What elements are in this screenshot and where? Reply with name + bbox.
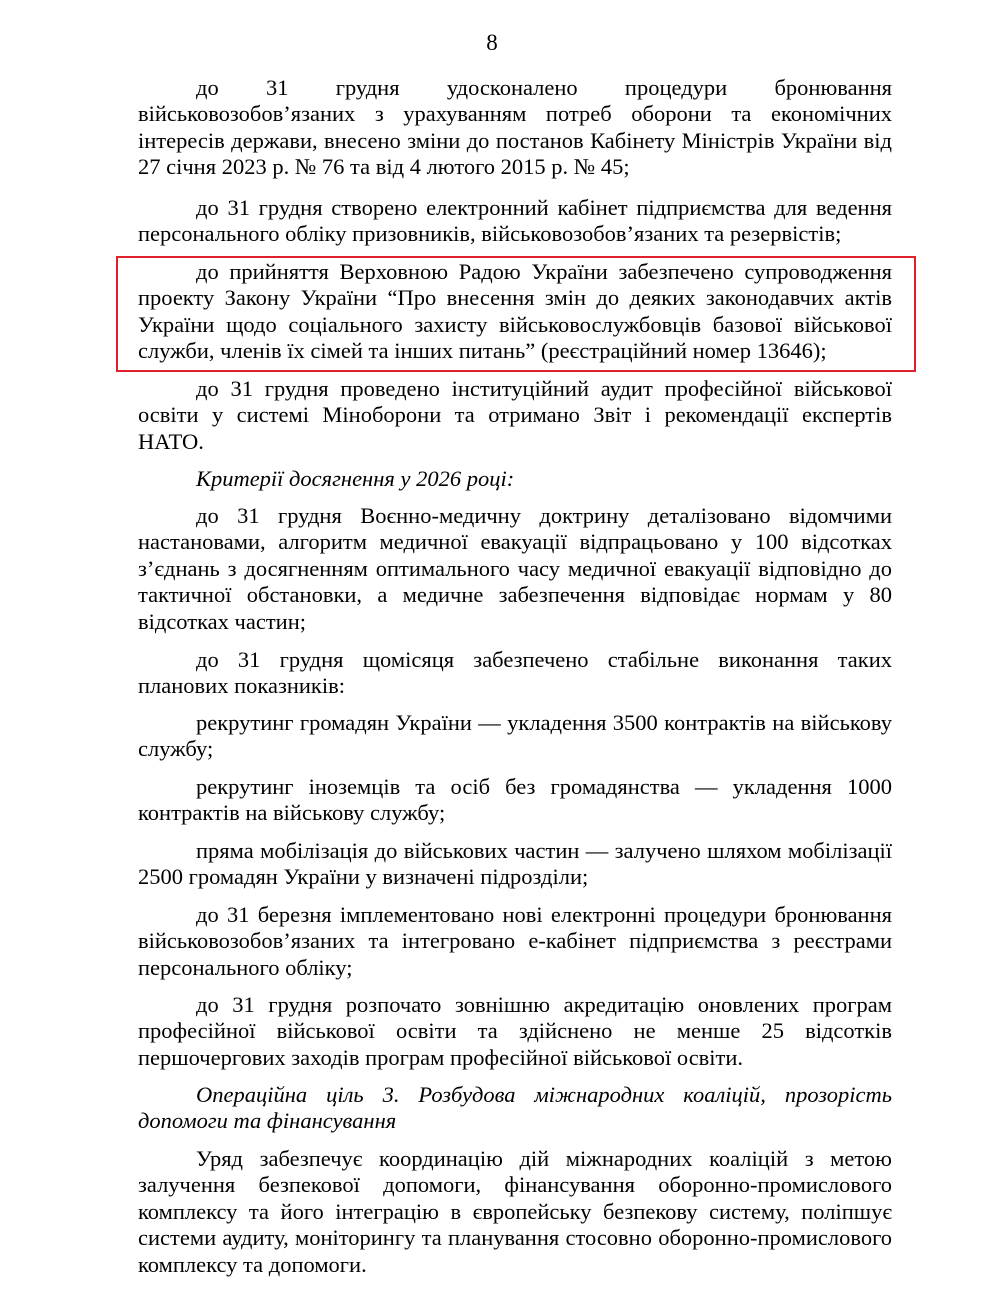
paragraph-planned-indicators: до 31 грудня щомісяця забезпечено стабільне виконання таких планових показників: xyxy=(138,647,892,699)
paragraph-government-coordination: Уряд забезпечує координацію дій міжнародних коаліцій з метою залучення безпекової допомоги, фінансування оборонно-промислового комплексу та його інтеграцію в європейську безпекову систему, поліпшує системи аудиту, моніторингу та планування стосовно оборонно-промислового комплексу та допомоги. xyxy=(138,1146,892,1277)
paragraph-draft-law-highlighted: до прийняття Верховною Радою України забезпечено супроводження проекту Закону України “Про внесення змін до деяких законодавчих актів України щодо соціального захисту військовослужбовців базової військової служби, членів їх сімей та інших питань” (реєстраційний номер 13646); xyxy=(138,259,892,364)
paragraph-recruiting-citizens: рекрутинг громадян України — укладення 3500 контрактів на військову службу; xyxy=(138,710,892,762)
paragraph-direct-mobilization: пряма мобілізація до військових частин — залучено шляхом мобілізації 2500 громадян України у визначені підрозділи; xyxy=(138,838,892,890)
paragraph-external-accreditation: до 31 грудня розпочато зовнішню акредитацію оновлених програм професійної військової освіти та здійснено не менше 25 відсотків першочергових заходів програм професійної військової освіти. xyxy=(138,992,892,1070)
heading-criteria-2026: Критерії досягнення у 2026 році: xyxy=(196,466,515,491)
page-number: 8 xyxy=(486,30,498,55)
paragraph-enterprise-cabinet: до 31 грудня створено електронний кабінет підприємства для ведення персонального обліку призовників, військовозобов’язаних та резервістів; xyxy=(138,195,892,247)
highlight-box xyxy=(116,256,916,372)
paragraph-institutional-audit: до 31 грудня проведено інституційний аудит професійної військової освіти у системі Міноборони та отримано Звіт і рекомендації експертів НАТО. xyxy=(138,376,892,454)
paragraph-reservation-procedures: до 31 грудня удосконалено процедури бронювання військовозобов’язаних з урахуванням потреб оборони та економічних інтересів держави, внесено зміни до постанов Кабінету Міністрів України від 27 січня 2023 р. № 76 та від 4 лютого 2015 р. № 45; xyxy=(138,75,892,180)
paragraph-medical-doctrine: до 31 грудня Воєнно-медичну доктрину деталізовано відомчими настановами, алгоритм медичної евакуації відпрацьовано у 100 відсотках з’єднань з досягненням оптимального часу медичної евакуації відповідно до тактичної обстановки, а медичне забезпечення відповідає нормам у 80 відсотках частин; xyxy=(138,503,892,634)
paragraph-electronic-procedures: до 31 березня імплементовано нові електронні процедури бронювання військовозобов’язаних та інтегровано е-кабінет підприємства з реєстрами персонального обліку; xyxy=(138,902,892,980)
heading-operational-goal-3: Операційна ціль 3. Розбудова міжнародних коаліцій, прозорість допомоги та фінансування xyxy=(138,1082,892,1134)
paragraph-recruiting-foreigners: рекрутинг іноземців та осіб без громадянства — укладення 1000 контрактів на військову службу; xyxy=(138,774,892,826)
